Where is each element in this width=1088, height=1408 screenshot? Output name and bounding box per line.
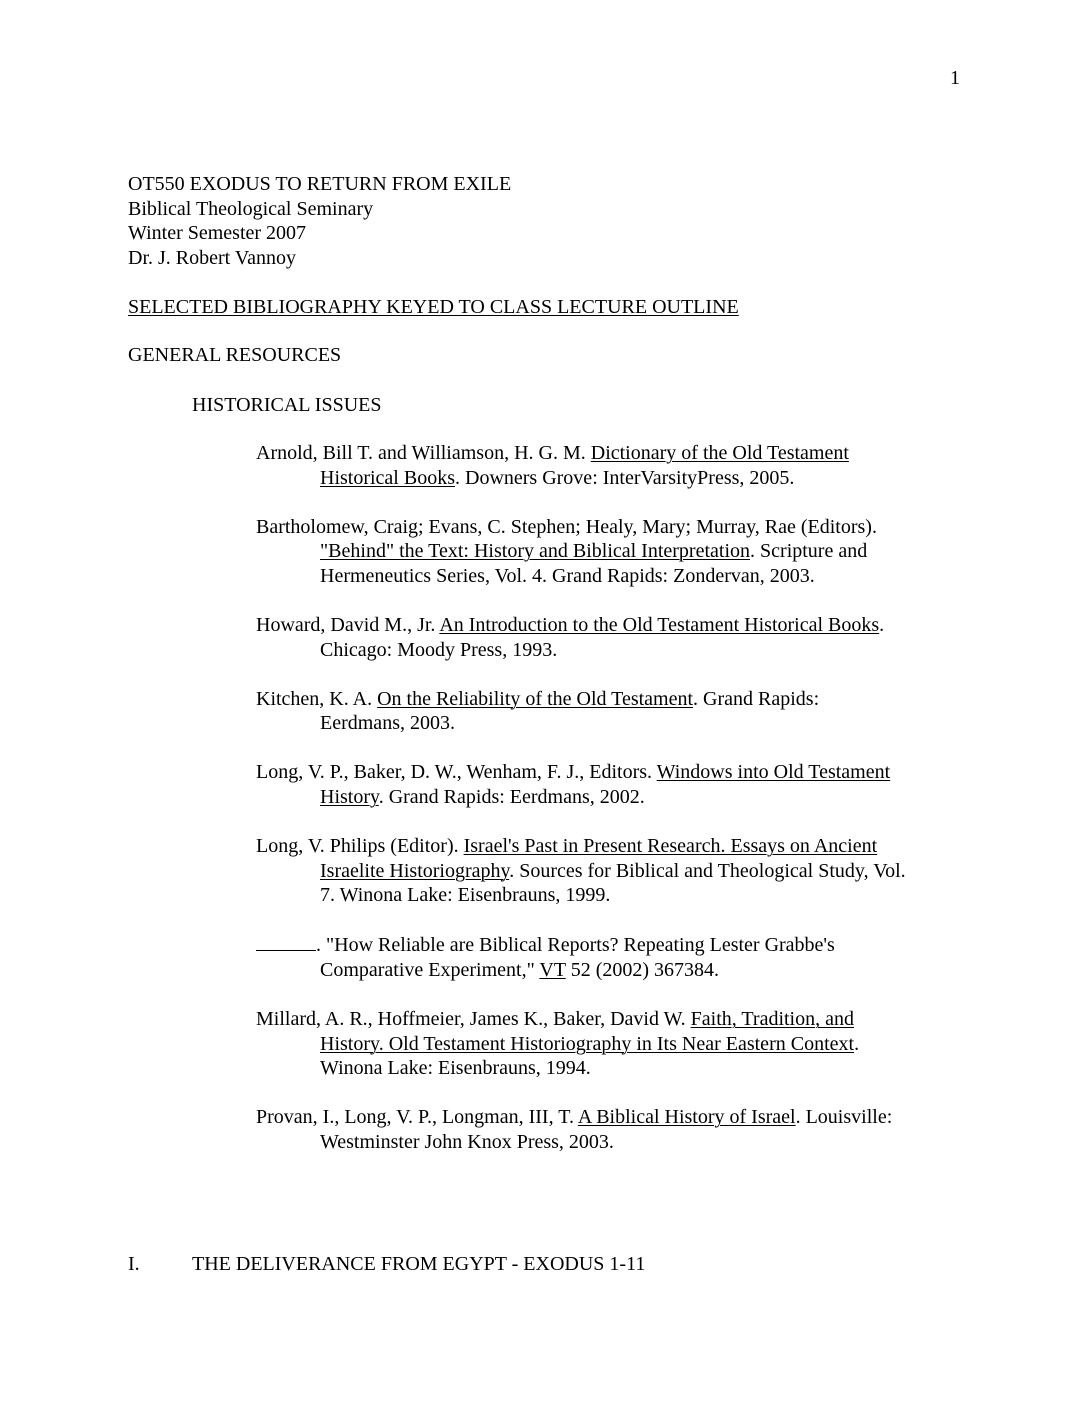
bibliography-entry (256, 687, 966, 736)
bibliography-entry (256, 613, 966, 662)
entry-title: Israel's Past in Present Research. Essays on Ancient (463, 835, 878, 858)
entry-publication: 7. Winona Lake: Eisenbrauns, 1999. (320, 884, 611, 907)
entry-title: Windows into Old Testament (656, 761, 891, 784)
entry-publication: 52 (2002) 367384. (565, 958, 720, 981)
entry-article-continued: Comparative Experiment," (320, 958, 540, 981)
entry-author: Millard, A. R., Hoffmeier, James K., Baker, David W. (256, 1008, 691, 1030)
bibliography-entry (256, 441, 966, 490)
school-name: Biblical Theological Seminary (128, 197, 374, 220)
entry-author: Howard, David M., Jr. (256, 613, 440, 636)
entry-title-continued: History (320, 785, 379, 808)
entry-title-continued: History. Old Testament Historiography in Its Near Eastern Context (320, 1032, 855, 1055)
bibliography-list (256, 441, 966, 1179)
entry-title: Faith, Tradition, and (690, 1008, 854, 1030)
bibliography-title: SELECTED BIBLIOGRAPHY KEYED TO CLASS LECTURE OUTLINE (128, 296, 739, 318)
entry-series: . Scripture and (750, 540, 868, 563)
section-title: THE DELIVERANCE FROM EGYPT - EXODUS 1-11 (192, 1253, 646, 1275)
entry-publication: Hermeneutics Series, Vol. 4. Grand Rapids: Zondervan, 2003. (320, 564, 815, 587)
entry-title: "Behind" the Text: History and Biblical Interpretation (320, 540, 751, 563)
course-header (128, 172, 511, 271)
entry-publication-place: . Louisville: (795, 1106, 893, 1129)
historical-issues-heading: HISTORICAL ISSUES (192, 394, 382, 416)
entry-author: Long, V. Philips (Editor). (256, 835, 464, 858)
entry-publication: . Grand Rapids: Eerdmans, 2002. (378, 785, 645, 808)
entry-punctuation: . (879, 613, 885, 636)
entry-title: On the Reliability of the Old Testament (377, 687, 694, 710)
entry-publication: Westminster John Knox Press, 2003. (320, 1130, 614, 1153)
entry-publication: Eerdmans, 2003. (320, 712, 455, 735)
entry-publication-place: . Grand Rapids: (693, 687, 820, 710)
entry-title-continued: Historical Books (320, 466, 455, 489)
bibliography-entry (256, 515, 966, 589)
ditto-author-line (256, 932, 316, 951)
entry-author: Provan, I., Long, V. P., Longman, III, T. (256, 1106, 578, 1129)
entry-title: A Biblical History of Israel (577, 1106, 796, 1129)
bibliography-entry (256, 1007, 966, 1081)
entry-publication: . Downers Grove: InterVarsityPress, 2005. (455, 466, 795, 489)
entry-title-continued: Israelite Historiography (320, 859, 510, 882)
entry-author: Arnold, Bill T. and Williamson, H. G. M. (256, 442, 591, 464)
section-number: I. (128, 1253, 140, 1275)
general-resources-heading: GENERAL RESOURCES (128, 344, 342, 366)
entry-publication: Chicago: Moody Press, 1993. (320, 638, 558, 661)
semester: Winter Semester 2007 (128, 222, 307, 245)
bibliography-entry (256, 834, 966, 908)
bibliography-entry (256, 932, 966, 982)
page-number: 1 (950, 67, 960, 89)
entry-title: Dictionary of the Old Testament (590, 442, 849, 464)
bibliography-entry (256, 1105, 966, 1154)
entry-article-title: . "How Reliable are Biblical Reports? Repeating Lester Grabbe's (316, 934, 835, 957)
entry-author: Kitchen, K. A. (256, 687, 378, 710)
entry-series: . Sources for Biblical and Theological Study, Vol. (509, 859, 906, 882)
entry-punctuation: . (854, 1032, 860, 1055)
entry-publication: Winona Lake: Eisenbrauns, 1994. (320, 1057, 591, 1080)
entry-journal: VT (539, 958, 566, 981)
entry-author: Bartholomew, Craig; Evans, C. Stephen; Healy, Mary; Murray, Rae (Editors). (256, 515, 877, 538)
entry-title: An Introduction to the Old Testament Historical Books (439, 613, 880, 636)
instructor-name: Dr. J. Robert Vannoy (128, 247, 296, 270)
entry-author: Long, V. P., Baker, D. W., Wenham, F. J., Editors. (256, 761, 657, 784)
bibliography-entry (256, 760, 966, 809)
course-title: OT550 EXODUS TO RETURN FROM EXILE (128, 173, 512, 195)
